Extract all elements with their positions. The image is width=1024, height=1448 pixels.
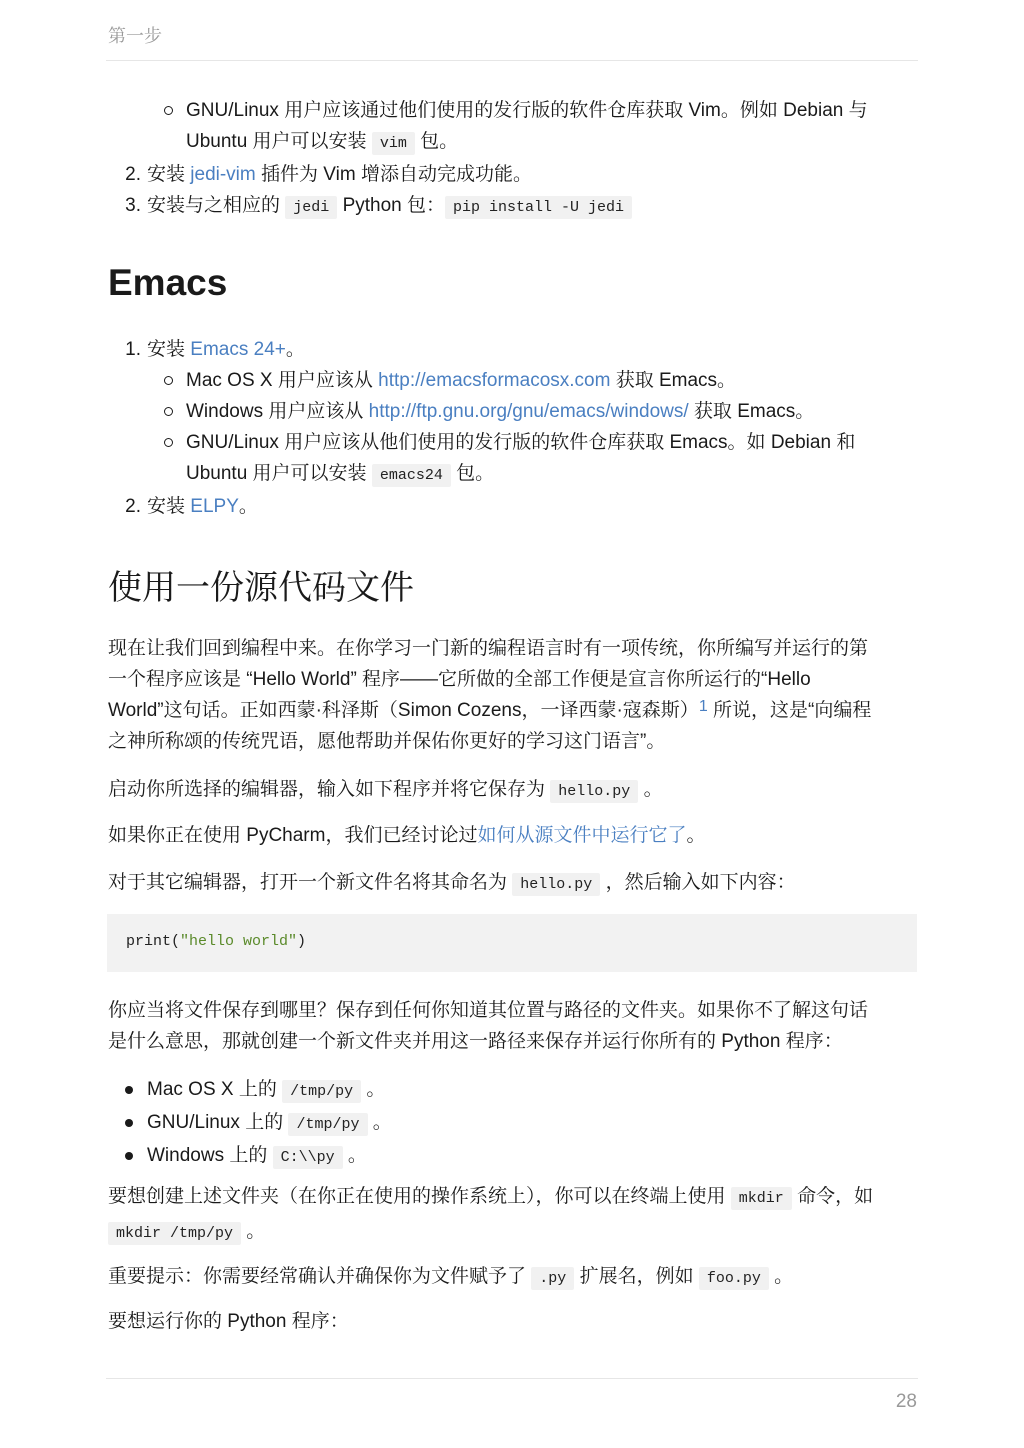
emacsformacosx-link[interactable]: http://emacsformacosx.com xyxy=(378,370,611,391)
paragraph-text: 。 xyxy=(638,779,663,800)
paragraph-text: 如果你正在使用 PyCharm，我们已经讨论过 xyxy=(108,825,478,846)
footnote-link[interactable]: 1 xyxy=(698,698,708,715)
bullet-disc-icon xyxy=(125,1086,133,1094)
inline-code: emacs24 xyxy=(372,464,451,487)
code-string: "hello world" xyxy=(180,933,298,950)
list-item-text: 包。 xyxy=(450,463,495,484)
inline-code: C:\\py xyxy=(273,1146,343,1169)
list-item xyxy=(125,491,918,522)
paragraph-text: World”这句话。正如西蒙·科泽斯（Simon Cozens，一译西蒙·寇森斯） xyxy=(108,700,699,721)
section-heading-source-file: 使用一份源代码文件 xyxy=(108,568,414,608)
paragraph xyxy=(108,995,918,1057)
paragraph-text: 。 xyxy=(686,825,706,846)
inline-code: mkdir xyxy=(731,1187,792,1210)
paragraph-text: 所说，这是“向编程 xyxy=(707,700,872,721)
list-item-text: GNU/Linux 上的 xyxy=(147,1112,289,1133)
bullet-circle-icon xyxy=(164,407,173,416)
folder-bullet-list xyxy=(108,1074,918,1173)
paragraph-text: ，然后输入如下内容： xyxy=(600,872,796,893)
paragraph-line: 是什么意思，那就创建一个新文件夹并用这一路径来保存并运行你所有的 Python 程序： xyxy=(108,1031,843,1052)
paragraph-line: 现在让我们回到编程中来。在你学习一门新的编程语言时有一项传统，你所编写并运行的第 xyxy=(108,638,869,659)
list-item-text: GNU/Linux 用户应该从他们使用的发行版的软件仓库获取 Emacs。如 Debian 和 xyxy=(186,432,856,453)
list-item-text: 获取 Emacs。 xyxy=(688,401,815,422)
emacs-list xyxy=(108,334,918,522)
section-heading-emacs: Emacs xyxy=(108,262,228,303)
elpy-link[interactable]: ELPY xyxy=(190,496,239,517)
list-item xyxy=(125,159,918,190)
bullet-disc-icon xyxy=(125,1152,133,1160)
inline-code: jedi xyxy=(285,196,337,219)
paragraph xyxy=(108,774,918,807)
paragraph xyxy=(108,1261,918,1294)
list-item-text: 。 xyxy=(238,496,258,517)
inline-code: /tmp/py xyxy=(282,1080,361,1103)
emacs-24-link[interactable]: Emacs 24+ xyxy=(190,339,286,360)
list-item-text: 。 xyxy=(342,1145,367,1166)
list-item-text: Mac OS X 用户应该从 xyxy=(186,370,379,391)
list-item-text: Ubuntu 用户可以安装 xyxy=(186,463,372,484)
paragraph-text: 扩展名，例如 xyxy=(574,1266,699,1287)
inline-code: hello.py xyxy=(512,873,600,896)
running-header: 第一步 xyxy=(108,26,162,47)
bullet-circle-icon xyxy=(164,106,173,115)
list-item-text: Ubuntu 用户可以安装 xyxy=(186,131,372,152)
list-item xyxy=(186,365,918,396)
list-item-text: Python 包： xyxy=(337,195,446,216)
inline-code: vim xyxy=(372,132,415,155)
paragraph-line xyxy=(108,695,918,726)
gnu-emacs-windows-link[interactable]: http://ftp.gnu.org/gnu/emacs/windows/ xyxy=(368,401,689,422)
bullet-circle-icon xyxy=(164,438,173,447)
paragraph xyxy=(108,867,918,900)
list-item xyxy=(186,427,918,491)
intro-paragraph xyxy=(108,633,918,757)
code-token: ) xyxy=(297,933,307,950)
list-item xyxy=(125,334,918,365)
vim-list-tail xyxy=(108,95,918,223)
paragraph-text: 启动你所选择的编辑器，输入如下程序并将它保存为 xyxy=(108,779,551,800)
jedi-vim-link[interactable]: jedi-vim xyxy=(190,164,256,185)
list-item-text: 插件为 Vim 增添自动完成功能。 xyxy=(255,164,532,185)
inline-code: foo.py xyxy=(699,1267,769,1290)
list-item-text: 获取 Emacs。 xyxy=(610,370,737,391)
list-item xyxy=(147,1074,918,1107)
paragraph-text: 命令，如 xyxy=(791,1186,874,1207)
header-divider xyxy=(106,60,918,61)
paragraph-text: 重要提示：你需要经常确认并确保你为文件赋予了 xyxy=(108,1266,532,1287)
paragraph-text: 。 xyxy=(768,1266,794,1287)
inline-code: mkdir /tmp/py xyxy=(108,1222,241,1245)
paragraph-line: 你应当将文件保存到哪里？保存到任何你知道其位置与路径的文件夹。如果你不了解这句话 xyxy=(108,1000,869,1021)
list-number: 2. xyxy=(125,164,141,185)
list-number: 2. xyxy=(125,496,141,517)
list-item-text: GNU/Linux 用户应该通过他们使用的发行版的软件仓库获取 Vim。例如 Debian 与 xyxy=(186,100,868,121)
code-block xyxy=(107,914,917,972)
list-item xyxy=(186,95,918,159)
list-item-text: 安装 xyxy=(147,496,191,517)
paragraph-line: 之神所称颂的传统咒语，愿他帮助并保佑你更好的学习这门语言”。 xyxy=(108,731,666,752)
bullet-circle-icon xyxy=(164,376,173,385)
bullet-disc-icon xyxy=(125,1119,133,1127)
list-item xyxy=(186,396,918,427)
list-item-text: Mac OS X 上的 xyxy=(147,1079,283,1100)
code-token: print( xyxy=(126,933,181,950)
list-number: 1. xyxy=(125,339,141,360)
paragraph xyxy=(108,1180,918,1250)
list-item-text: 。 xyxy=(367,1112,392,1133)
list-item-text: 安装 xyxy=(147,339,191,360)
list-item-text: 。 xyxy=(361,1079,386,1100)
list-item xyxy=(147,1140,918,1173)
list-item xyxy=(147,1107,918,1140)
inline-code: hello.py xyxy=(550,780,638,803)
inline-code: .py xyxy=(531,1267,574,1290)
inline-code: pip install -U jedi xyxy=(445,196,632,219)
paragraph-line: 一个程序应该是 “Hello World” 程序——它所做的全部工作便是宣言你所运行的“Hello xyxy=(108,669,811,690)
list-item-text: 。 xyxy=(285,339,305,360)
run-from-source-link[interactable]: 如何从源文件中运行它了 xyxy=(477,825,687,846)
list-item-text: 包。 xyxy=(414,131,459,152)
list-number: 3. xyxy=(125,195,141,216)
list-item-text: 安装与之相应的 xyxy=(147,195,286,216)
list-item-text: Windows 上的 xyxy=(147,1145,273,1166)
paragraph-text: 对于其它编辑器，打开一个新文件名将其命名为 xyxy=(108,872,513,893)
paragraph-text: 。 xyxy=(241,1221,266,1242)
list-item-text: Windows 用户应该从 xyxy=(186,401,369,422)
paragraph-text: 要想创建上述文件夹（在你正在使用的操作系统上），你可以在终端上使用 xyxy=(108,1186,731,1207)
page-number: 28 xyxy=(895,1391,917,1412)
list-item xyxy=(125,190,918,223)
list-item-text: 安装 xyxy=(147,164,191,185)
paragraph: 要想运行你的 Python 程序： xyxy=(108,1311,349,1332)
paragraph xyxy=(108,820,918,851)
footer-divider xyxy=(106,1378,918,1379)
inline-code: /tmp/py xyxy=(288,1113,367,1136)
